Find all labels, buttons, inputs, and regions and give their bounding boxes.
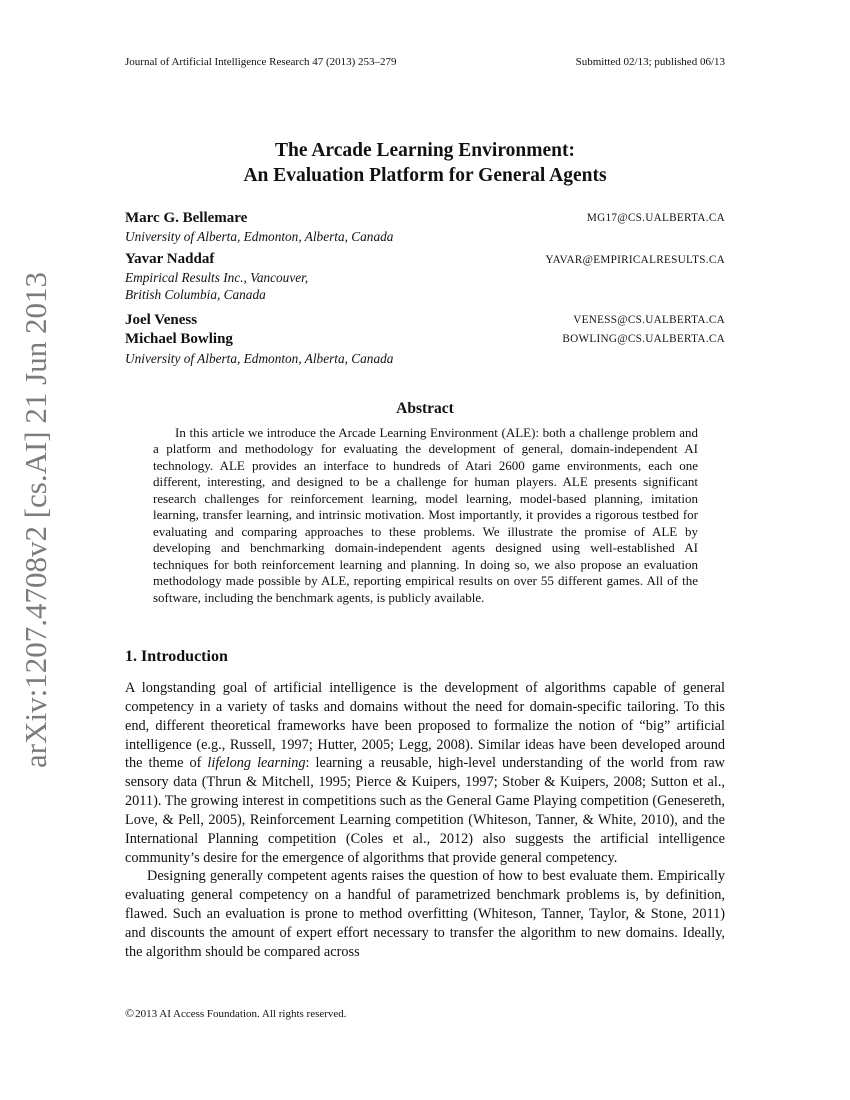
- arxiv-identifier-stamp: arXiv:1207.4708v2 [cs.AI] 21 Jun 2013: [18, 272, 53, 768]
- copyright-footnote: ©2013 AI Access Foundation. All rights reserved.: [125, 1006, 347, 1020]
- author-email[interactable]: MG17@CS.UALBERTA.CA: [586, 212, 725, 224]
- author-name: Joel Veness: [125, 312, 198, 328]
- author-affiliation: Empirical Results Inc., Vancouver,: [125, 270, 309, 285]
- copyright-symbol: ©: [125, 1006, 135, 1020]
- title-line-2: An Evaluation Platform for General Agents: [243, 165, 607, 186]
- author-name: Michael Bowling: [125, 331, 233, 347]
- paragraph: Designing generally competent agents raises the question of how to best evaluate them. Empirically evaluating general competency on a handful of parametrized benchmark problems is, by definition, flawed. Such an evaluation is prone to method overfitting (Whiteson, Tanner, Taylor, & Stone, 2011) and discounts the amount of expert effort necessary to transfer the algorithm to new domains. Ideally, the algorithm should be compared across: [125, 868, 725, 960]
- author-email[interactable]: VENESS@CS.UALBERTA.CA: [573, 314, 725, 326]
- paragraph: A longstanding goal of artificial intelligence is the development of algorithms capable of general competency in a variety of tasks and domains without the need for domain-specific tailoring. To this end, different theoretical frameworks have been proposed to formalize the notion of “big” artificial intelligence (e.g., Russell, 1997; Hutter, 2005; Legg, 2008). Similar ideas have been developed around the theme of lifelong learning: learning a reusable, high-level understanding of the world from raw sensory data (Thrun & Mitchell, 1995; Pierce & Kuipers, 1997; Stober & Kuipers, 2008; Sutton et al., 2011). The growing interest in competitions such as the General Game Playing competition (Genesereth, Love, & Pell, 2005), Reinforcement Learning competition (Whiteson, Tanner, & White, 2010), and the International Planning competition (Coles et al., 2012) also suggests the artificial intelligence community’s desire for the emergence of algorithms that provide general competency.: [125, 680, 726, 866]
- section-heading-introduction: 1. Introduction: [125, 648, 228, 665]
- abstract-heading: Abstract: [396, 400, 454, 417]
- author-name: Yavar Naddaf: [125, 251, 215, 267]
- journal-header: Journal of Artificial Intelligence Research 47 (2013) 253–279: [125, 56, 397, 68]
- emphasis-text: lifelong learning: [207, 755, 306, 772]
- introduction-body: [125, 679, 725, 962]
- author-affiliation: University of Alberta, Edmonton, Alberta, Canada: [125, 229, 394, 244]
- author-affiliation: University of Alberta, Edmonton, Alberta, Canada: [125, 351, 394, 366]
- author-email[interactable]: BOWLING@CS.UALBERTA.CA: [562, 333, 725, 345]
- paper-title: [125, 138, 725, 188]
- author-email[interactable]: YAVAR@EMPIRICALRESULTS.CA: [545, 254, 725, 266]
- submission-dates: Submitted 02/13; published 06/13: [575, 56, 725, 68]
- author-name: Marc G. Bellemare: [125, 210, 248, 226]
- author-affiliation: British Columbia, Canada: [125, 287, 266, 302]
- title-line-1: The Arcade Learning Environment:: [275, 140, 575, 161]
- abstract-text: In this article we introduce the Arcade Learning Environment (ALE): both a challenge problem and a platform and methodology for evaluating the development of general, domain-independent AI technology. ALE provides an interface to hundreds of Atari 2600 game environments, each one different, interesting, and designed to be a challenge for human players. ALE presents significant research challenges for reinforcement learning, model learning, model-based planning, imitation learning, transfer learning, and intrinsic motivation. Most importantly, it provides a rigorous testbed for evaluating and comparing approaches to these problems. We illustrate the promise of ALE by developing and benchmarking domain-independent agents designed using well-established AI techniques for both reinforcement learning and planning. In doing so, we also propose an evaluation methodology made possible by ALE, reporting empirical results on over 55 different games. All of the software, including the benchmark agents, is publicly available.: [153, 425, 698, 605]
